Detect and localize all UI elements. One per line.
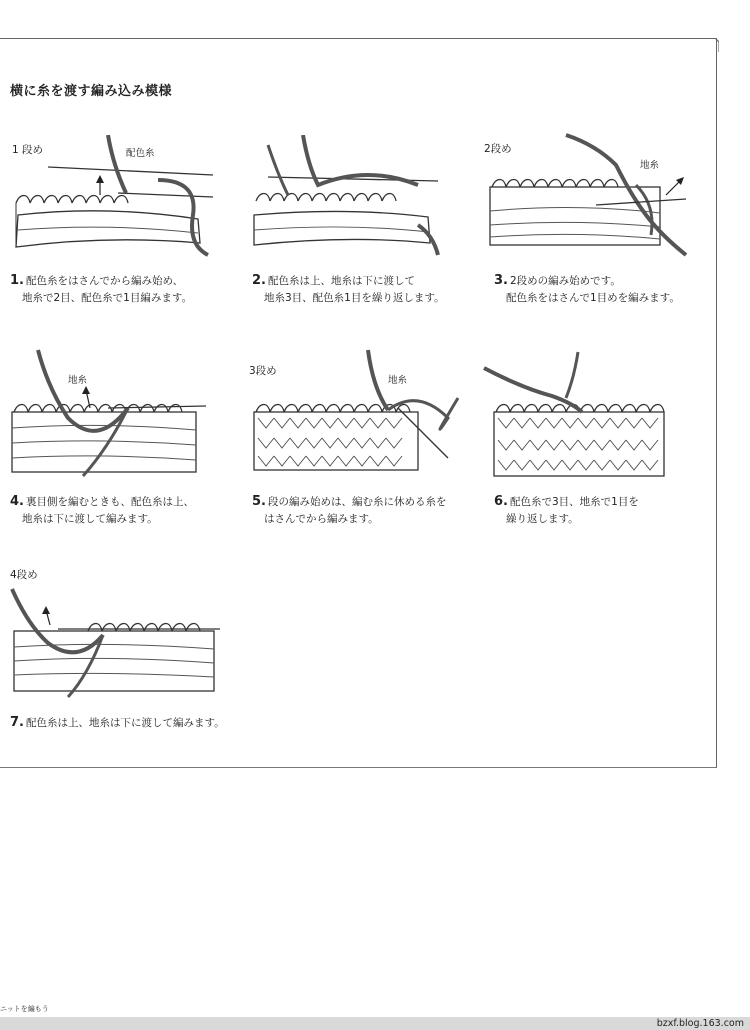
row-label-2: 2段め: [484, 143, 512, 155]
step-6-line1: 配色糸で3目、地糸で1目を: [509, 496, 639, 508]
knitting-illustration-6: [482, 348, 682, 483]
step-4-line2: 地糸は下に渡して編みます。: [22, 513, 158, 525]
footer-book-title: ニットを編もう: [0, 1005, 49, 1013]
yarn-label-main-4: 地糸: [68, 375, 88, 386]
step-2-line2: 地糸3目、配色糸1目を繰り返します。: [264, 292, 445, 304]
step-7-line1: 配色糸は上、地糸は下に渡して編みます。: [25, 717, 225, 729]
knitting-illustration-4: [8, 348, 208, 480]
step-6-caption: [494, 493, 639, 528]
yarn-label-main-5: 地糸: [388, 375, 408, 386]
step-2-caption: [252, 272, 445, 307]
knitting-illustration-3: [486, 125, 696, 260]
step-5-caption: [252, 493, 446, 528]
step-1-number: 1.: [10, 273, 24, 288]
yarn-label-main-3: 地糸: [640, 160, 660, 171]
step-1-line1: 配色糸をはさんでから編み始め、: [25, 275, 184, 287]
step-3-caption: [494, 272, 680, 307]
step-5-line2: はさんでから編みます。: [264, 513, 379, 525]
step-5-line1: 段の編み始めは、編む糸に休める糸を: [267, 496, 447, 508]
yarn-label-contrast: 配色糸: [126, 148, 155, 159]
step-4-number: 4.: [10, 494, 24, 509]
step-4-line1: 裏目側を編むときも、配色糸は上、: [25, 496, 194, 508]
step-1-line2: 地糸で2目、配色糸で1目編みます。: [22, 292, 193, 304]
step-1-caption: [10, 272, 192, 307]
knitting-illustration-1: [8, 135, 218, 260]
footer-watermark-url: bzxf.blog.163.com: [656, 1018, 744, 1029]
step-3-number: 3.: [494, 273, 508, 288]
step-6-number: 6.: [494, 494, 508, 509]
knitting-illustration-7: [8, 585, 228, 700]
step-3-line1: 2段めの編み始めです。: [509, 275, 621, 287]
step-7-number: 7.: [10, 715, 24, 730]
page-title: 横に糸を渡す編み込み模様: [10, 84, 173, 99]
step-7-caption: [10, 714, 225, 732]
step-2-number: 2.: [252, 273, 266, 288]
step-4-caption: [10, 493, 194, 528]
knitting-illustration-2: [248, 135, 448, 260]
step-6-line2: 繰り返します。: [506, 513, 579, 525]
knitting-illustration-5: [248, 348, 468, 478]
row-label-1: 1 段め: [12, 144, 44, 156]
step-3-line2: 配色糸をはさんで1目めを編みます。: [506, 292, 680, 304]
step-2-line1: 配色糸は上、地糸は下に渡して: [267, 275, 415, 287]
row-label-3: 3段め: [249, 365, 277, 377]
step-5-number: 5.: [252, 494, 266, 509]
footer-bar: [0, 1017, 750, 1030]
page-corner-fold: [705, 38, 719, 52]
row-label-4: 4段め: [10, 569, 38, 581]
